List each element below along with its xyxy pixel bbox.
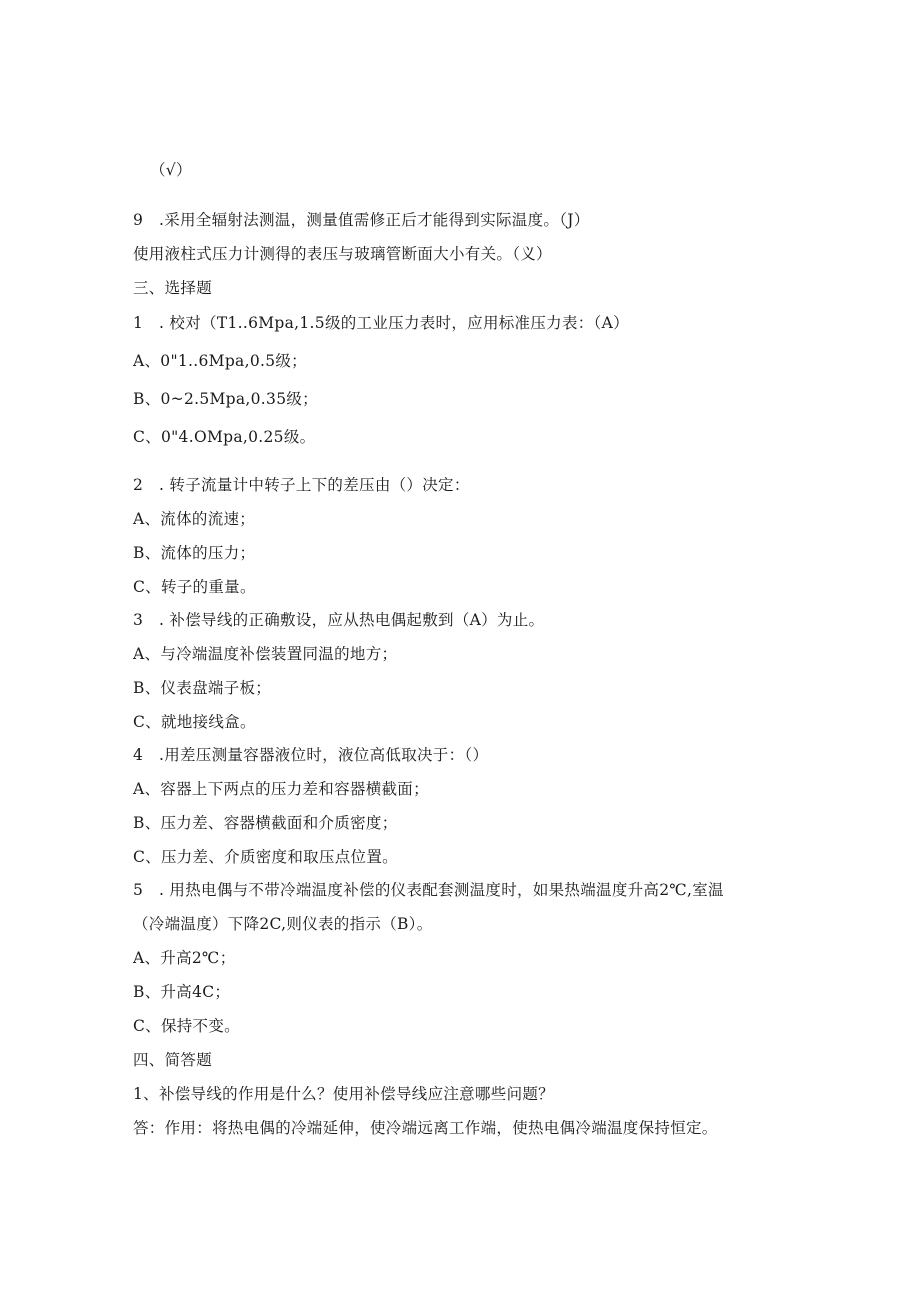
answer-mark: （√） (150, 161, 192, 179)
question-1: 1 . 校对（T1..6Mpa,1.5级的工业压力表时，应用标准压力表：（A） (133, 314, 629, 332)
q5-option-a: A、升高2℃； (133, 949, 236, 967)
judgment-item-10: 使用液柱式压力计测得的表压与玻璃管断面大小有关。（义） (133, 245, 552, 263)
section-heading-choice: 三、选择题 (133, 279, 213, 297)
q4-option-c: C、压力差、介质密度和取压点位置。 (133, 848, 398, 866)
q5-option-c: C、保持不变。 (133, 1017, 240, 1035)
judgment-item-9: 9 .采用全辐射法测温，测量值需修正后才能得到实际温度。（J） (133, 211, 590, 229)
question-3: 3 . 补偿导线的正确敷设，应从热电偶起敷到（A）为止。 (133, 611, 545, 629)
q1-option-a: A、0"1..6Mpa,0.5级； (133, 352, 307, 370)
question-4: 4 .用差压测量容器液位时，液位高低取决于：（） (133, 746, 489, 764)
q1-option-b: B、0~2.5Mpa,0.35级； (133, 390, 318, 408)
q2-option-a: A、流体的流速； (133, 510, 256, 528)
q1-option-c: C、0"4.OMpa,0.25级。 (133, 428, 316, 446)
q4-option-a: A、容器上下两点的压力差和容器横截面； (133, 780, 429, 798)
q4-option-b: B、压力差、容器横截面和介质密度； (133, 814, 398, 832)
q2-option-b: B、流体的压力； (133, 544, 256, 562)
question-5: 5 . 用热电偶与不带冷端温度补偿的仪表配套测温度时，如果热端温度升高2℃,室温 (133, 881, 724, 899)
question-2: 2 . 转子流量计中转子上下的差压由（）决定： (133, 476, 470, 494)
q2-option-c: C、转子的重量。 (133, 578, 256, 596)
q3-option-b: B、仪表盘端子板； (133, 679, 272, 697)
short-answer-question-1: 1、补偿导线的作用是什么？使用补偿导线应注意哪些问题？ (133, 1085, 554, 1103)
section-heading-short-answer: 四、简答题 (133, 1051, 213, 1069)
q5-option-b: B、升高4C； (133, 983, 231, 1001)
q3-option-c: C、就地接线盒。 (133, 713, 256, 731)
short-answer-answer-1: 答：作用：将热电偶的冷端延伸，使冷端远离工作端，使热电偶冷端温度保持恒定。 (133, 1119, 718, 1137)
question-5-continued: （冷端温度）下降2C,则仪表的指示（B）。 (133, 915, 433, 933)
q3-option-a: A、与冷端温度补偿装置同温的地方； (133, 645, 398, 663)
